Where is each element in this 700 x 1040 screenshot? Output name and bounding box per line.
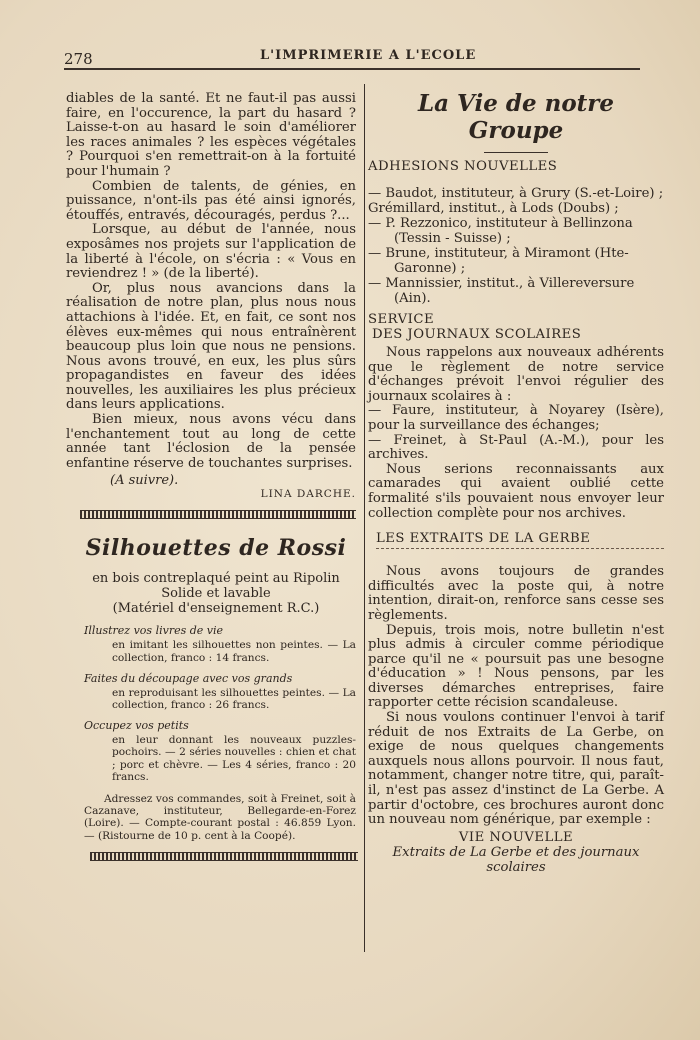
header-rule bbox=[64, 68, 640, 70]
advert-subtitle: Solide et lavable bbox=[161, 586, 271, 602]
extraits-paragraph: Si nous voulons continuer l'envoi à tarif réduit de nos Extraits de La Gerbe, on exige de nous quelques changements auxquels nous allons pourvoir. Il nous faut, notamment, changer notre titre, qui, paraît-il, n'est pas assez d'instinct de La Gerbe. A partir d'octobre, ces brochures auront donc un nouveau nom générique, par exemple : bbox=[368, 710, 664, 828]
advert-title: Silhouettes de Rossi bbox=[85, 535, 347, 562]
member-entry: Grémillard, institut., à Lods (Doubs) ; bbox=[368, 201, 619, 216]
advert-subtitle: (Matériel d'enseignement R.C.) bbox=[112, 601, 320, 617]
article-paragraph: diables de la santé. Et ne faut-il pas aussi faire, en l'occurence, la part du hasard ? Laisse-t-on au hasard le soin d'améliorer les races animales ? les espèces végétales ? Pourquoi s'en remettrait-on à la fortuité pour l'humain ? bbox=[66, 91, 356, 179]
service-paragraph: — Freinet, à St-Paul (A.-M.), pour les archives. bbox=[368, 432, 664, 463]
advert-section-heading: Illustrez vos livres de vie bbox=[84, 624, 224, 638]
advertisement bbox=[66, 535, 356, 860]
column-rule bbox=[364, 84, 365, 952]
advert-section-text: en reproduisant les silhouettes peintes. — La collection, franco : 26 francs. bbox=[112, 686, 356, 712]
member-entry: — Mannissier, institut., à Villereversure (Ain). bbox=[368, 276, 635, 306]
advert-section-text: en leur donnant les nouveaux puzzles-pochoirs. — 2 séries nouvelles : chien et chat ; porc et chèvre. — Les 4 séries, franco : 20 francs. bbox=[112, 734, 356, 783]
advert-section-heading: Faites du découpage avec vos grands bbox=[84, 671, 293, 685]
section-title: La Vie de notre Groupe bbox=[417, 90, 615, 144]
left-column bbox=[66, 92, 356, 861]
article-paragraph: Combien de talents, de génies, en puissance, n'ont-ils pas été ainsi ignorés, étouffés, entravés, découragés, perdus ?... bbox=[66, 178, 356, 223]
new-bulletin-name: VIE NOUVELLE bbox=[458, 829, 574, 845]
advert-contact: Adressez vos commandes, soit à Freinet, soit à Cazanave, instituteur, Bellegarde-en-Forez (Loire). — Compte-courant postal : 46.859 Lyon. — (Ristourne de 10 p. cent à la Coopé). bbox=[84, 793, 356, 842]
article-paragraph: Or, plus nous avancions dans la réalisation de notre plan, plus nous nous attachions à l'idée. Et, en fait, ce sont nos élèves eux-mêmes qui nous entraînèrent beaucoup plus loin que nous ne pensions. Nous avons trouvé, en eux, les plus sûrs propagandistes en faveur des idées nouvelles, les auxiliaires les plus précieux dans leurs applications. bbox=[66, 280, 356, 413]
to-follow-note: (A suivre). bbox=[110, 473, 179, 489]
adhesions-heading: ADHESIONS NOUVELLES bbox=[368, 159, 558, 174]
author-signature: LINA DARCHE. bbox=[260, 488, 356, 501]
service-paragraph: — Faure, instituteur, à Noyarey (Isère), pour la surveillance des échanges; bbox=[368, 403, 664, 433]
running-head bbox=[64, 46, 640, 68]
ornament-divider bbox=[80, 510, 356, 519]
extraits-paragraph: Nous avons toujours de grandes difficultés avec la poste qui, à notre intention, dirait-on, renforce sans cesse ses règlements. bbox=[368, 564, 664, 623]
right-column bbox=[368, 90, 664, 875]
advert-section-text: en imitant les silhouettes non peintes. — La collection, franco : 14 francs. bbox=[112, 639, 356, 664]
service-paragraph: Nous serions reconnaissants aux camarades qui avaient oublié cette formalité s'ils pouvaient nous envoyer leur collection complète pour nos archives. bbox=[368, 461, 664, 521]
member-entry: — Baudot, instituteur, à Grury (S.-et-Loire) ; bbox=[368, 186, 664, 201]
member-entry: — Brune, instituteur, à Miramont (Hte-Garonne) ; bbox=[368, 246, 629, 276]
article-paragraph: Bien mieux, nous avons vécu dans l'enchantement tout au long de cette année tant l'éclosion de la pensée enfantine réserve de touchantes surprises. bbox=[66, 412, 356, 471]
extraits-paragraph: Depuis, trois mois, notre bulletin n'est plus admis à circuler comme périodique parce qu'il ne « poursuit pas une besogne d'éducation » ! Nous pensons, par les diverses démarches entreprises, faire rapporter cette récision scandaleuse. bbox=[368, 622, 664, 711]
ornament-divider bbox=[90, 852, 358, 861]
service-paragraph: Nous rappelons aux nouveaux adhérents que le règlement de notre service d'échanges prévoit l'envoi régulier des journaux scolaires à : bbox=[368, 345, 664, 404]
service-heading: DES JOURNAUX SCOLAIRES bbox=[372, 327, 582, 342]
article-paragraph: Lorsque, au début de l'année, nous exposâmes nos projets sur l'application de la liberté à l'école, on s'écria : « Vous en reviendrez ! » (de la liberté). bbox=[66, 222, 356, 282]
member-entry: — P. Rezzonico, instituteur à Bellinzona (Tessin - Suisse) ; bbox=[368, 216, 633, 246]
advert-subtitle: en bois contreplaqué peint au Ripolin bbox=[92, 571, 340, 587]
advert-section-heading: Occupez vos petits bbox=[84, 719, 189, 733]
new-bulletin-subtitle: Extraits de La Gerbe et des journaux scolaires bbox=[392, 844, 640, 875]
title-rule bbox=[484, 152, 548, 153]
service-heading: SERVICE bbox=[368, 312, 435, 327]
journal-title: L'IMPRIMERIE A L'ECOLE bbox=[260, 48, 477, 63]
page-number: 278 bbox=[64, 50, 93, 68]
extraits-heading: LES EXTRAITS DE LA GERBE bbox=[376, 531, 664, 549]
